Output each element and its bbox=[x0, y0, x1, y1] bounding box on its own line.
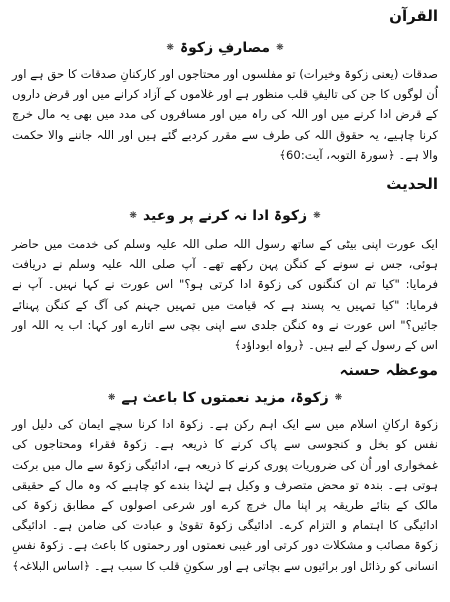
section-heading-hadith: الحدیث bbox=[386, 175, 438, 194]
hadith-paragraph: ایک عورت اپنی بیٹی کے ساتھ رسول اللہ صلی اللہ علیہ وسلم کی خدمت میں حاضر ہوئی، جس نے سونے کے کنگن پہن رکھے تھے۔ آپ صلی اللہ علیہ وسلم نے دریافت فرمایا: "کیا تم ان کنگنوں کی زکوۃ ادا کرتی ہو؟" اس عورت نے کہا نہیں۔ آپ نے فرمایا: "کیا تمہیں یہ پسند ہے کہ قیامت میں تمہیں جہنم کی آگ کے کنگن پہنائے جائیں؟" اس عورت نے وہ کنگن جلدی سے اپنی بچی سے اتارے اور کہا: اب یہ اللہ اور اس کے رسول کے لیے ہیں۔ ﴿رواہ ابوداؤد﴾ bbox=[12, 237, 438, 353]
subtitle-zakat-recipients bbox=[12, 38, 438, 58]
ornament-icon: ❋ bbox=[166, 43, 174, 53]
subtitle-text: زکوۃ، مزید نعمتوں کا باعث ہے bbox=[121, 390, 329, 407]
ornament-icon: ❋ bbox=[129, 211, 137, 222]
subtitle-text: زکوۃ ادا نہ کرنے پر وعید bbox=[142, 208, 308, 225]
ornament-icon: ❋ bbox=[313, 211, 321, 222]
ornament-icon: ❋ bbox=[276, 43, 284, 53]
ornament-icon: ❋ bbox=[107, 393, 116, 404]
subtitle-text: مصارفِ زکوۃ bbox=[179, 40, 271, 56]
ornament-icon: ❋ bbox=[334, 393, 343, 404]
quran-paragraph: صدقات (یعنی زکوۃ وخیرات) تو مفلسوں اور محتاجوں اور کارکنانِ صدقات کا حق ہے اور اُن لوگوں کا جن کی تالیفِ قلب منظور ہے اور غلاموں کے آزاد کرانے میں اور قرض داروں کے قرض ادا کرنے میں اور اللہ کی راہ میں اور مسافروں کی مدد میں بھی یہ مال خرچ کرنا چاہیے، یہ حقوق اللہ کی طرف سے مقرر کردیے گئے ہیں اور اللہ جاننے والا حکمت والا ہے۔ ﴿سورۃ التوبہ، آیت:60﴾ bbox=[12, 67, 438, 162]
subtitle-zakat-blessings bbox=[12, 388, 438, 408]
mawiza-paragraph: زکوۃ ارکانِ اسلام میں سے ایک اہم رکن ہے۔ زکوۃ ادا کرنا سچے ایمان کی دلیل اور نفس کو بخل و کنجوسی سے پاک کرنے کا ذریعہ ہے۔ زکوۃ فقراء ومحتاجوں کی غمخواری اور اُن کی ضروریات پوری کرنے کا ذریعہ ہے، ادائیگی زکوۃ سے مال میں برکت ہوتی ہے۔ بندہ تو محض متصرف و وکیل ہے لہٰذا بندے کو چاہیے کہ وہ مال کے حقیقی مالک کے بتائے طریقہ پر اپنا مال خرچ کرے اور شرعی اصولوں کے مطابق زکوۃ کی ادائیگی کا اہتمام و التزام کرے۔ ادائیگی زکوۃ تقویٰ و عبادت کی ضامن ہے۔ ادائیگی زکوۃ مصائب و مشکلات دور کرتی اور غیبی نعمتوں اور رحمتوں کا باعث ہے۔ زکوۃ نفسِ انسانی کو رذائل اور برائیوں سے بچاتی ہے اور سکونِ قلب کا سبب ہے۔ ﴿اساس البلاغہ﴾ bbox=[12, 417, 438, 573]
subtitle-zakat-warning bbox=[12, 206, 438, 226]
section-heading-quran: القرآن bbox=[389, 7, 438, 25]
section-heading-mawiza: موعظہ حسنہ bbox=[339, 361, 438, 380]
